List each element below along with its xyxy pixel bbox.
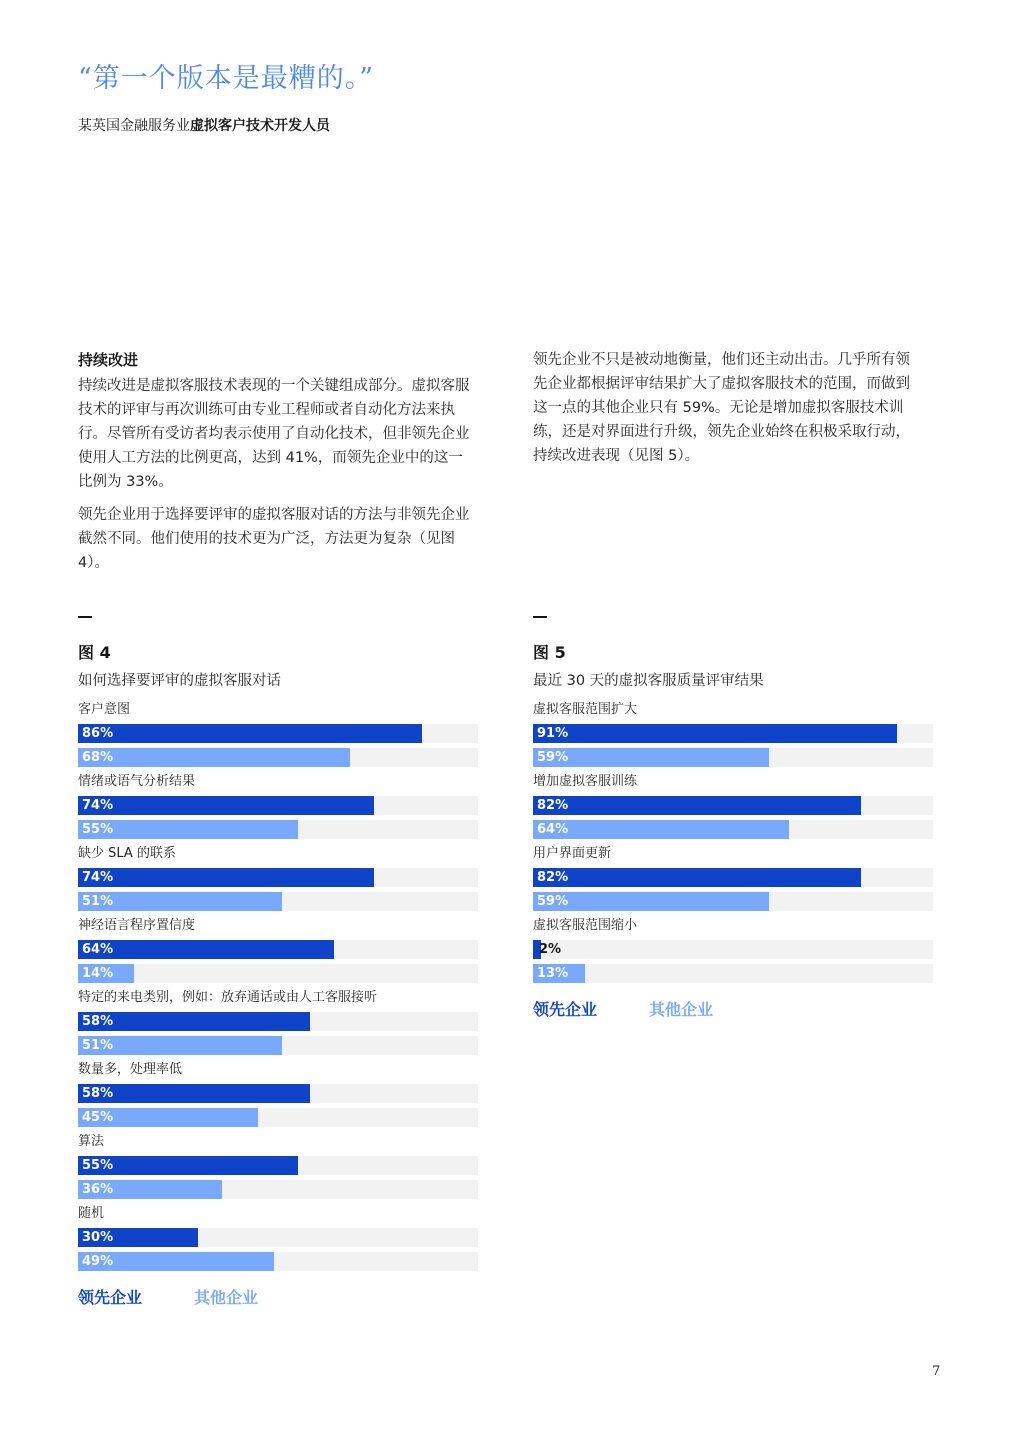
category-label: 用户界面更新 (533, 846, 612, 861)
bar-track (78, 748, 478, 767)
bar-track (533, 820, 933, 839)
legend-leader: 领先企业 (78, 1288, 143, 1307)
category-label: 情绪或语气分析结果 (78, 774, 196, 789)
bar-track (78, 1012, 478, 1031)
category-label: 神经语言程序置信度 (78, 918, 196, 933)
category-label: 数量多，处理率低 (78, 1062, 183, 1077)
category-label: 虚拟客服范围扩大 (533, 702, 638, 717)
bar-group (78, 1132, 480, 1199)
bar-track (78, 868, 478, 887)
bar-value-label: 64% (537, 822, 569, 837)
bar-value-label: 68% (82, 750, 114, 765)
bar-track (78, 1084, 478, 1103)
attribution-prefix: 某英国金融服务业 (78, 118, 190, 134)
bar-group (533, 772, 935, 839)
category-label: 算法 (78, 1134, 105, 1149)
bar-track (78, 1036, 478, 1055)
bar-track (533, 940, 933, 959)
pull-quote: “第一个版本是最糟的。” (78, 63, 375, 94)
bar-track (533, 796, 933, 815)
bar-value-label: 55% (82, 1158, 114, 1173)
bar-track (533, 868, 933, 887)
bar-track (533, 964, 933, 983)
bar-value-label: 45% (82, 1110, 114, 1125)
bar-track (78, 724, 478, 743)
bar-track (533, 892, 933, 911)
bar-track (78, 1228, 478, 1247)
bar-track (78, 964, 478, 983)
bar-group (78, 844, 480, 911)
figure-5 (533, 616, 935, 1020)
bar-leader (78, 724, 422, 743)
bar-group (78, 772, 480, 839)
chart-legend (533, 997, 935, 1020)
bar-value-label: 58% (82, 1086, 114, 1101)
bar-track (533, 724, 933, 743)
bar-group (78, 988, 480, 1055)
bar-other (533, 820, 789, 839)
bar-value-label: 36% (82, 1182, 114, 1197)
bar-other (533, 748, 769, 767)
left-text-column (78, 348, 470, 584)
figure-4 (78, 616, 480, 1308)
bar-group (78, 916, 480, 983)
bar-group (78, 700, 480, 767)
bar-leader (533, 796, 861, 815)
bar-track (78, 940, 478, 959)
chart-legend (78, 1285, 480, 1308)
quote-attribution (78, 115, 330, 135)
bar-value-label: 82% (537, 798, 569, 813)
bar-track (78, 820, 478, 839)
bar-group (78, 1060, 480, 1127)
bar-value-label: 49% (82, 1254, 114, 1269)
bar-other (533, 892, 769, 911)
bar-value-label: 58% (82, 1014, 114, 1029)
figure-title: 如何选择要评审的虚拟客服对话 (78, 673, 281, 689)
bar-track (533, 748, 933, 767)
bar-value-label: 82% (537, 870, 569, 885)
section-heading: 持续改进 (78, 351, 139, 369)
bar-value-label: 91% (537, 726, 569, 741)
paragraph: 领先企业不只是被动地衡量，他们还主动出击。几乎所有领先企业都根据评审结果扩大了虚拟客服技术的范围，而做到这一点的其他企业只有 59%。无论是增加虚拟客服技术训练，还是对界面进行升级，领先企业始终在积极采取行动，持续改进表现（见图 5）。 (533, 352, 910, 464)
bar-leader (533, 724, 897, 743)
figure-divider (533, 616, 547, 618)
bar-value-label: 74% (82, 798, 114, 813)
bar-group (533, 844, 935, 911)
right-text-column (533, 348, 923, 477)
category-label: 缺少 SLA 的联系 (78, 846, 176, 861)
legend-other: 其他企业 (649, 1000, 714, 1019)
bar-chart (533, 700, 935, 983)
attribution-role: 虚拟客户技术开发人员 (190, 118, 330, 134)
bar-value-label: 86% (82, 726, 114, 741)
bar-value-label: 74% (82, 870, 114, 885)
bar-value-label: 30% (82, 1230, 114, 1245)
paragraph: 领先企业用于选择要评审的虚拟客服对话的方法与非领先企业截然不同。他们使用的技术更为广泛，方法更为复杂（见图 4）。 (78, 507, 470, 571)
figure-divider (78, 616, 92, 618)
bar-value-label: 59% (537, 750, 569, 765)
category-label: 客户意图 (78, 702, 131, 717)
bar-group (533, 916, 935, 983)
bar-track (78, 796, 478, 815)
category-label: 虚拟客服范围缩小 (533, 918, 638, 933)
bar-group (533, 700, 935, 767)
bar-other (78, 748, 350, 767)
bar-leader (533, 868, 861, 887)
bar-value-label: 13% (537, 966, 569, 981)
bar-leader (78, 796, 374, 815)
legend-other: 其他企业 (194, 1288, 259, 1307)
category-label: 随机 (78, 1206, 105, 1221)
bar-value-label: 51% (82, 894, 114, 909)
category-label: 增加虚拟客服训练 (533, 774, 638, 789)
bar-group (78, 1204, 480, 1271)
bar-track (78, 892, 478, 911)
bar-leader (78, 868, 374, 887)
bar-leader (78, 940, 334, 959)
bar-track (78, 1156, 478, 1175)
figure-label: 图 5 (533, 643, 566, 662)
bar-value-label: 59% (537, 894, 569, 909)
bar-track (78, 1108, 478, 1127)
figure-label: 图 4 (78, 643, 111, 662)
paragraph: 持续改进是虚拟客服技术表现的一个关键组成部分。虚拟客服技术的评审与再次训练可由专业工程师或者自动化方法来执行。尽管所有受访者均表示使用了自动化技术，但非领先企业使用人工方法的比例更高，达到 41%，而领先企业中的这一比例为 33%。 (78, 378, 470, 490)
legend-leader: 领先企业 (533, 1000, 598, 1019)
bar-track (78, 1180, 478, 1199)
page-number: 7 (932, 1364, 941, 1379)
bar-value-label: 64% (82, 942, 114, 957)
figure-title: 最近 30 天的虚拟客服质量评审结果 (533, 673, 764, 689)
category-label: 特定的来电类别，例如：放弃通话或由人工客服接听 (78, 990, 378, 1005)
bar-value-label: 14% (82, 966, 114, 981)
bar-chart (78, 700, 480, 1271)
bar-value-label: 2% (539, 942, 562, 957)
bar-track (78, 1252, 478, 1271)
bar-value-label: 51% (82, 1038, 114, 1053)
bar-value-label: 55% (82, 822, 114, 837)
